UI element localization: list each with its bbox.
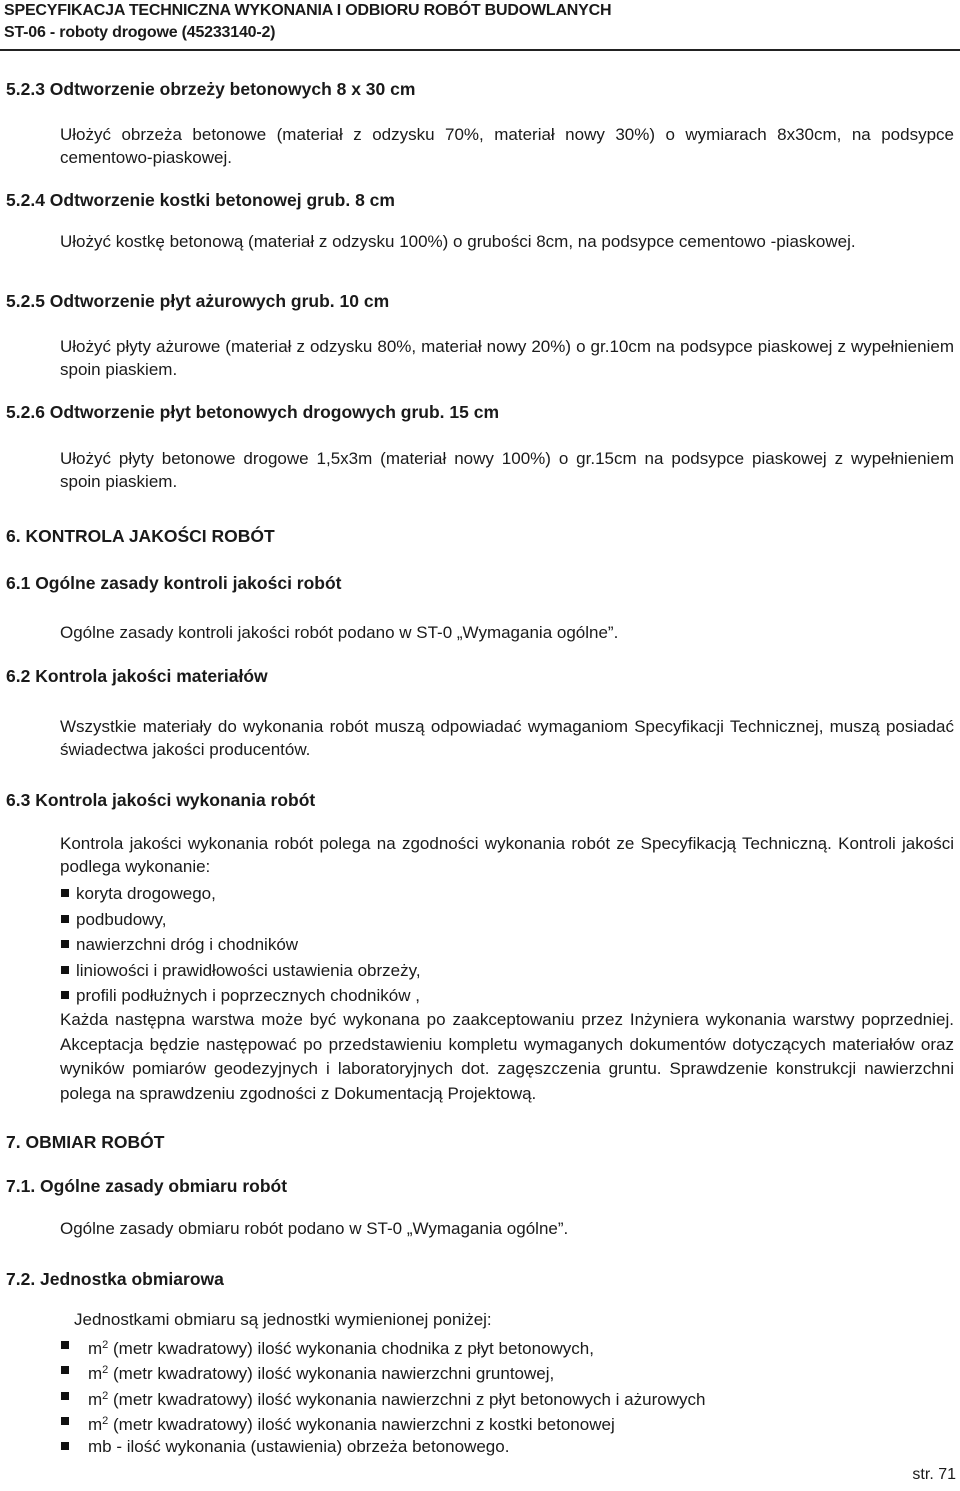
heading-5-2-5: 5.2.5 Odtworzenie płyt ażurowych grub. 10 cm: [6, 291, 390, 311]
list-item-text: (metr kwadratowy) ilość wykonania nawierzchni z kostki betonowej: [108, 1414, 615, 1434]
heading-5-2-6: 5.2.6 Odtworzenie płyt betonowych drogowych grub. 15 cm: [6, 402, 499, 422]
paragraph-5-2-5: Ułożyć płyty ażurowe (materiał z odzysku 80%, materiał nowy 20%) o gr.10cm na podsypce piaskowej z wypełnieniem spoin piaskiem.: [60, 337, 954, 379]
document-title: SPECYFIKACJA TECHNICZNA WYKONANIA I ODBIORU ROBÓT BUDOWLANYCH: [4, 2, 612, 19]
list-item-text: (metr kwadratowy) ilość wykonania nawierzchni z płyt betonowych i ażurowych: [108, 1389, 706, 1409]
unit-superscript: 2: [102, 1364, 109, 1377]
list-item: nawierzchni dróg i chodników: [60, 932, 421, 958]
list-item: mb - ilość wykonania (ustawienia) obrzeża betonowego.: [60, 1434, 705, 1459]
paragraph-6-2: Wszystkie materiały do wykonania robót muszą odpowiadać wymaganiom Specyfikacji Technicznej, muszą posiadać świadectwa jakości producentów.: [60, 717, 954, 759]
heading-6-3: 6.3 Kontrola jakości wykonania robót: [6, 790, 316, 810]
paragraph-7-2-intro: Jednostkami obmiaru są jednostki wymienionej poniżej:: [74, 1310, 492, 1329]
quality-control-list: [60, 881, 421, 1009]
heading-5-2-3: 5.2.3 Odtworzenie obrzeży betonowych 8 x 30 cm: [6, 79, 416, 99]
unit-m: m: [88, 1389, 103, 1409]
heading-7: 7. OBMIAR ROBÓT: [6, 1132, 165, 1152]
list-item: podbudowy,: [60, 907, 421, 933]
heading-7-2: 7.2. Jednostka obmiarowa: [6, 1269, 224, 1289]
list-item: [60, 1384, 705, 1409]
paragraph-6-1: Ogólne zasady kontroli jakości robót podano w ST-0 „Wymagania ogólne”.: [60, 623, 619, 642]
unit-m: m: [88, 1414, 103, 1434]
paragraph-5-2-3: Ułożyć obrzeża betonowe (materiał z odzysku 70%, materiał nowy 30%) o wymiarach 8x30cm, na podsypce cementowo-piaskowej.: [60, 125, 954, 167]
heading-6-2: 6.2 Kontrola jakości materiałów: [6, 666, 268, 686]
heading-6: 6. KONTROLA JAKOŚCI ROBÓT: [6, 526, 275, 546]
header-divider: [0, 49, 960, 51]
list-item: [60, 1333, 705, 1358]
unit-superscript: 2: [102, 1339, 109, 1351]
list-item: [60, 1409, 705, 1434]
paragraph-6-3-outro: Każda następna warstwa może być wykonana po zaakceptowaniu przez Inżyniera wykonania warstwy poprzedniej. Akceptacja będzie następować po przedstawieniu kompletu wymaganych dokumentów dotyczących materiałów oraz wyników pomiarów geodezyjnych i laboratoryjnych dot. zagęszczenia gruntu. Sprawdzenie konstrukcji nawierzchni polega na sprawdzeniu zgodności z Dokumentacją Projektową.: [60, 1010, 954, 1104]
list-item-text: (metr kwadratowy) ilość wykonania nawierzchni gruntowej,: [108, 1364, 555, 1384]
unit-superscript: 2: [102, 1414, 109, 1427]
heading-7-1: 7.1. Ogólne zasady obmiaru robót: [6, 1176, 288, 1196]
heading-5-2-4: 5.2.4 Odtworzenie kostki betonowej grub. 8 cm: [6, 190, 395, 210]
list-item: [60, 1358, 705, 1383]
list-item: liniowości i prawidłowości ustawienia obrzeży,: [60, 958, 421, 984]
list-item: profili podłużnych i poprzecznych chodników ,: [60, 983, 421, 1009]
list-item: koryta drogowego,: [60, 881, 421, 907]
paragraph-5-2-6: Ułożyć płyty betonowe drogowe 1,5x3m (materiał nowy 100%) o gr.15cm na podsypce piaskowej z wypełnieniem spoin piaskiem.: [60, 449, 954, 491]
heading-6-1: 6.1 Ogólne zasady kontroli jakości robót: [6, 573, 342, 593]
list-item-text: (metr kwadratowy) ilość wykonania chodnika z płyt betonowych,: [108, 1339, 594, 1358]
unit-m: m: [88, 1339, 103, 1358]
document-subtitle: ST-06 - roboty drogowe (45233140-2): [4, 24, 276, 41]
unit-superscript: 2: [102, 1389, 109, 1402]
paragraph-7-1: Ogólne zasady obmiaru robót podano w ST-0 „Wymagania ogólne”.: [60, 1219, 569, 1238]
unit-m: m: [88, 1364, 103, 1384]
paragraph-5-2-4: Ułożyć kostkę betonową (materiał z odzysku 100%) o grubości 8cm, na podsypce cementowo -piaskowej.: [60, 232, 856, 251]
paragraph-6-3-intro: Kontrola jakości wykonania robót polega na zgodności wykonania robót ze Specyfikacją Techniczną. Kontroli jakości podlega wykonanie:: [60, 834, 954, 876]
measurement-units-list: [60, 1333, 705, 1459]
page-number: str. 71: [912, 1466, 956, 1483]
